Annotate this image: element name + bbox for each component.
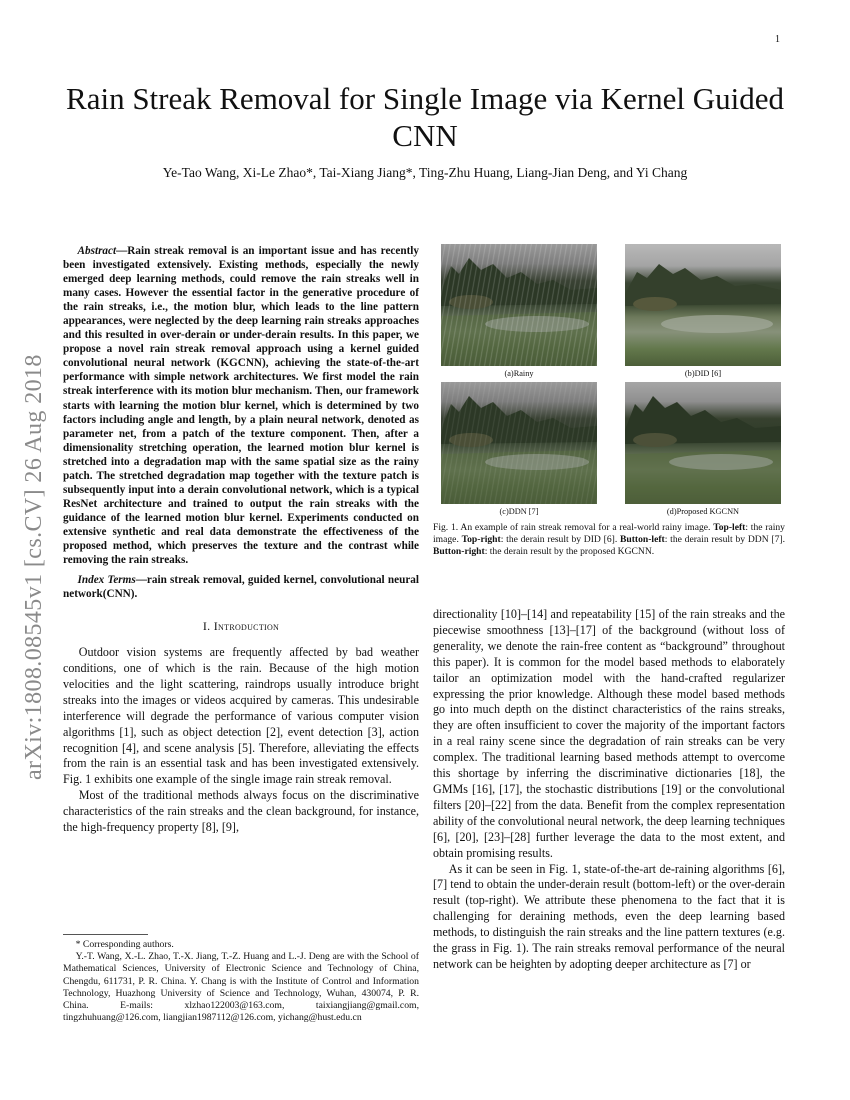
ddn-photo (441, 382, 597, 504)
caption-top-right-label: Top-right (461, 534, 501, 546)
abstract (63, 244, 419, 567)
landscape-illustration (625, 244, 781, 366)
caption-top-right-text: : the derain result by DID [6]. (500, 534, 620, 546)
figure-caption (433, 522, 785, 558)
kgcnn-photo (625, 382, 781, 504)
intro-paragraph-2: Most of the traditional methods always focus on the discriminative characteristics of the rain streaks and the clean background, for instance, the high-frequency property [8], [9], (63, 788, 419, 835)
footnote-rule (63, 934, 148, 935)
footnote (63, 934, 419, 1024)
rain-streaks (441, 244, 597, 366)
footnote-affiliations: Y.-T. Wang, X.-L. Zhao, T.-X. Jiang, T.-Z. Huang and L.-J. Deng are with the School of Mathematical Sciences, University of Electronic Science and Technology of China, Chengdu, 611731, P. R. China. Y. Chang is with the Institute of Control and Information Technology, Huazhong University of Science and Technology, Wuhan, 430074, P. R. China. E-mails: xlzhao122003@163.com, taixiangjiang@gmail.com, tingzhuhuang@126.com, liangjian1987112@126.com, yichang@hust.edu.cn (63, 951, 419, 1024)
paper-title: Rain Streak Removal for Single Image via Kernel Guided CNN (66, 81, 784, 153)
caption-prefix: Fig. 1. An example of rain streak removal for a real-world rainy image. (433, 522, 714, 533)
figure-panel-label: (d)Proposed KGCNN (666, 507, 740, 516)
caption-bottom-left-label: Button-left (619, 534, 665, 546)
right-paragraph-2: As it can be seen in Fig. 1, state-of-the-art de-raining algorithms [6], [7] tend to obtain the under-derain result (bottom-left) or the over-derain result (top-right). We attribute these phenomena to the fact that it is challenging for deraining methods, even the deep learning based methods, to distinguish the rain streaks and the line pattern textures (e.g. the grass in Fig. 1). The rain streaks removal performance of the neural network can be heighten by adopting deeper architecture as [7] or (433, 861, 785, 971)
index-terms (63, 573, 419, 601)
figure-panel-kgcnn (625, 382, 781, 516)
index-terms-label: Index Terms (77, 574, 136, 587)
landscape-illustration (625, 382, 781, 504)
section-heading-introduction: I. Introduction (202, 619, 280, 634)
index-terms-text: —rain streak removal, guided kernel, convolutional neural network(CNN). (63, 574, 419, 601)
author-list: Ye-Tao Wang, Xi-Le Zhao*, Tai-Xiang Jiang*, Ting-Zhu Huang, Liang-Jian Deng, and Yi Chang (162, 165, 688, 180)
figure-panel-label: (b)DID [6] (684, 369, 722, 378)
footnote-corresponding: * Corresponding authors. (75, 939, 174, 950)
caption-bottom-right-label: Button-right (433, 546, 485, 558)
left-column (63, 244, 419, 836)
figure-panel-ddn (441, 382, 597, 516)
figure-panel-rainy (441, 244, 597, 378)
figure-panel-did (625, 244, 781, 378)
rainy-photo (441, 244, 597, 366)
figure-panel-label: (c)DDN [7] (499, 507, 539, 516)
figure-panel-label: (a)Rainy (504, 369, 534, 378)
did-photo (625, 244, 781, 366)
caption-bottom-left-text: : the derain result by DDN [7]. (664, 534, 785, 546)
right-column (433, 607, 785, 973)
arxiv-identifier: arXiv:1808.08545v1 [cs.CV] 26 Aug 2018 (21, 354, 47, 780)
caption-bottom-right-text: : the derain result by the proposed KGCNN. (484, 546, 655, 558)
residual-rain-streaks (441, 382, 597, 504)
right-paragraph-1: directionality [10]–[14] and repeatability [15] of the rain streaks and the piecewise smoothness [13]–[17] of the background (without loss of generality, we denote the rain-free content as “background” throughout this paper). It is common for the model based methods to elaborately tailor an optimization model with the hand-crafted regularizer expressing the prior knowledge. Although these model based methods go into much depth on the distinct characteristics of the rains streaks, they are often insufficient to cover the majority of the important factors in a real rainy scene since the degradation of rain streaks can be very complex. The traditional learning based methods attempt to overcome this shortage by inferring the discriminative dictionaries [18], the GMMs [16], [17], the stochastic distributions [19] or the convolutional filters [20]–[22] from the data. Benefit from the complex representation ability of the convolutional neural network, the deep learning techniques [6], [20], [23]–[28] further leverage the data to the most extent, and obtain promising results. (433, 607, 785, 860)
page-number: 1 (775, 34, 780, 45)
figure-1 (441, 244, 781, 516)
abstract-text: —Rain streak removal is an important issue and has recently been investigated extensively. Existing methods, especially the newly emerged deep learning methods, could remove the rain streaks well in many cases. However the essential factor in the generative procedure of the rain streaks, i.e., the motion blur, which leads to the line pattern appearances, were neglected by the deep learning rain streaks approaches and this resulted in over-derain or under-derain results. In this paper, we propose a novel rain streak removal approach using a kernel guided convolutional neural network (KGCNN), achieving the state-of-the-art performance with simple network architectures. We first model the rain streak interference with its motion blur mechanism. Then, our framework starts with learning the motion blur kernel, which is determined by two factors including angle and length, by a plain neural network, denoted as parameter net, from a patch of the texture component. Then, after a dimensionality stretching operation, the learned motion blur kernel is stretched into a degradation map with the same spatial size as the rainy patch. The stretched degradation map together with the texture patch is subsequently input into a derain convolutional network, which is a typical ResNet architecture and trained to output the rain streaks with the guidance of the learned motion blur kernel. Experiments conducted on extensive synthetic and real data demonstrate the effectiveness of the proposed method, which preserves the texture and the contrast while removing the rain streaks. (63, 245, 419, 567)
caption-top-left-label: Top-left (713, 522, 746, 533)
caption-top-left-text: : the rainy image. (433, 522, 785, 546)
abstract-label: Abstract (77, 245, 117, 257)
intro-paragraph-1: Outdoor vision systems are frequently affected by bad weather conditions, one of which is the rain. Because of the high motion velocities and the light scattering, raindrops usually introduce bright streaks into the images or videos acquired by cameras. This undesirable interference will degrade the performance of various computer vision algorithms [1], such as object detection [2], event detection [3], action recognition [4], and scene analysis [5]. Therefore, alleviating the effects from the rain is an essential task and has been investigated extensively. Fig. 1 exhibits one example of the single image rain streak removal. (63, 645, 419, 787)
